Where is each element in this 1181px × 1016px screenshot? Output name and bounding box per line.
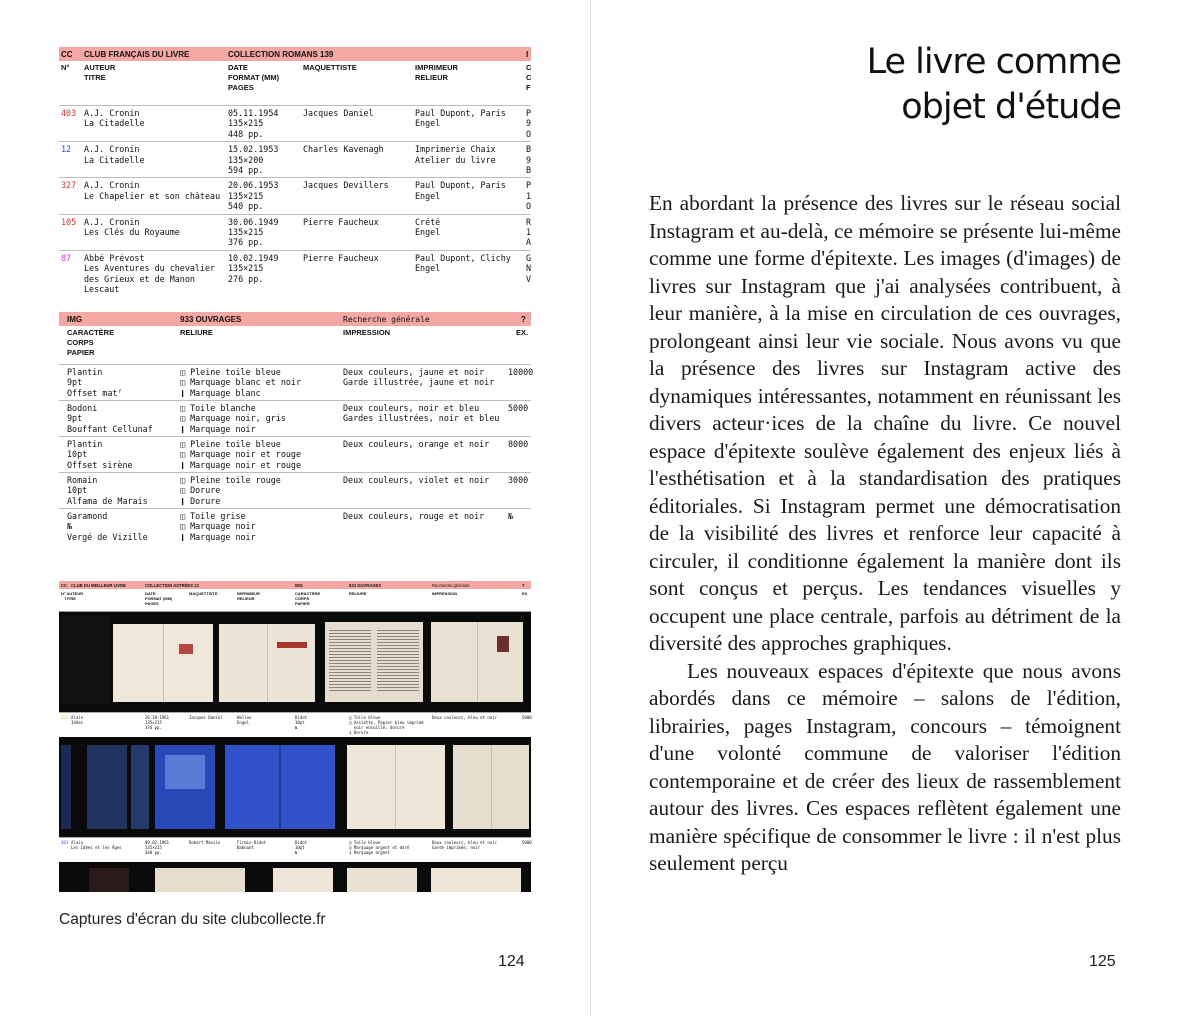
header-cc: CC bbox=[61, 50, 73, 59]
row-date: 26.10.1961 135×215 376 pp. bbox=[145, 715, 170, 730]
row-designer: Pierre Faucheux bbox=[303, 216, 379, 227]
book-photo-strip bbox=[59, 862, 531, 892]
book-photo[interactable] bbox=[431, 622, 523, 702]
row-printing: Deux couleurs, jaune et noir Garde illustrée, jaune et noir bbox=[343, 367, 495, 388]
col-cut: C C F bbox=[526, 63, 532, 92]
body-text bbox=[649, 190, 1121, 878]
row-copies: 5000 bbox=[522, 840, 532, 845]
help-button[interactable]: ? bbox=[521, 315, 526, 324]
col-copies: EX. bbox=[522, 591, 529, 596]
row-cut: B 9 B bbox=[526, 144, 532, 175]
row-printer: Firmin-Didot Babouot bbox=[237, 840, 266, 850]
row-type: Romain 10pt Alfama de Marais bbox=[67, 475, 148, 506]
header-club: CLUB FRANÇAIS DU LIVRE bbox=[84, 50, 190, 59]
header-cc: CC bbox=[61, 582, 68, 588]
table-row[interactable] bbox=[59, 141, 531, 177]
book-photo[interactable] bbox=[131, 745, 149, 829]
row-binding: ◫ Toile bleue ◫ Assiette, Papier bleu imprimé noir ensuillé, dorure ❙ Dorure bbox=[349, 715, 424, 735]
row-printing: Deux couleurs, bleu et noir Garde imprimée, noir bbox=[432, 840, 498, 850]
row-number: 403 bbox=[61, 108, 77, 118]
row-copies: № bbox=[508, 511, 514, 521]
table-row[interactable] bbox=[59, 508, 531, 544]
table-rows bbox=[59, 105, 531, 296]
table-subheader bbox=[59, 61, 531, 105]
col-printer: IMPRIMEUR RELIEUR bbox=[237, 591, 260, 601]
figure-caption: Captures d'écran du site clubcollecte.fr bbox=[59, 911, 326, 928]
page-number: 124 bbox=[498, 953, 525, 970]
book-photo-strip bbox=[59, 737, 531, 837]
col-binding: RELIURE bbox=[180, 328, 213, 337]
row-printing: Deux couleurs, violet et noir bbox=[343, 475, 490, 485]
row-type: Didot 10pt № bbox=[295, 840, 308, 855]
table-row[interactable] bbox=[59, 177, 531, 213]
book-row[interactable]: 201 Alain Idées 26.10.1961 135×215 376 pp. Jacques Daniel Wallon Engel Didot 10pt № ◫ Toile bleue ◫ Assiette, Papier bleu imprimé noir ensuillé, dorure ❙ Dorure Deux couleurs, bleu et noir 5000 bbox=[59, 712, 531, 737]
row-binding: ◫ Toile grise ◫ Marquage noir ❙ Marquage noir bbox=[180, 511, 256, 542]
header-club: CLUB DU MEILLEUR LIVRE bbox=[71, 582, 126, 588]
row-designer: Charles Kavenagh bbox=[303, 144, 384, 155]
row-designer: Pierre Faucheux bbox=[303, 252, 379, 263]
row-printing: Deux couleurs, rouge et noir bbox=[343, 511, 485, 521]
col-printer: IMPRIMEUR RELIEUR bbox=[415, 63, 458, 82]
header-more: I bbox=[526, 50, 529, 59]
table-row[interactable] bbox=[59, 105, 531, 141]
col-date: DATE FORMAT (MM) PAGES bbox=[145, 591, 173, 606]
table-row[interactable] bbox=[59, 250, 531, 297]
row-copies: 5000 bbox=[522, 715, 532, 720]
row-date: 09.02.1961 135×215 448 pp. bbox=[145, 840, 170, 855]
row-printing: Deux couleurs, noir et bleu Gardes illustrées, noir et bleu bbox=[343, 403, 500, 424]
table-header-bar bbox=[59, 47, 531, 61]
col-printing: IMPRESSION bbox=[432, 591, 458, 596]
row-copies: 3000 bbox=[508, 475, 529, 485]
table-row[interactable] bbox=[59, 472, 531, 508]
row-number: 12 bbox=[61, 144, 72, 155]
screenshot-photo-grid bbox=[59, 581, 531, 877]
book-photo-strip bbox=[59, 612, 531, 712]
row-designer: Robert Massin bbox=[189, 840, 221, 845]
row-author: Alain Les Idées et les Âges bbox=[71, 840, 122, 850]
row-number: 87 bbox=[61, 252, 72, 263]
row-type: Garamond № Vergé de Vizille bbox=[67, 511, 148, 542]
row-type: Plantin 10pt Offset sirène bbox=[67, 439, 133, 470]
col-type: CARACTÈRE CORPS PAPIER bbox=[67, 328, 115, 357]
col-no: N° bbox=[61, 63, 70, 72]
row-copies: 10000 bbox=[508, 367, 534, 377]
row-author: A.J. Cronin Les Clés du Royaume bbox=[84, 216, 180, 237]
row-author: Alain Idées bbox=[71, 715, 84, 725]
screenshot-material-table bbox=[59, 312, 534, 552]
col-copies: EX. bbox=[516, 328, 529, 337]
row-cut: G N V bbox=[526, 252, 532, 284]
title-line: Le livre comme bbox=[866, 42, 1121, 82]
row-printer: Crété Engel bbox=[415, 216, 441, 237]
search-field[interactable]: Recherche générale bbox=[432, 582, 470, 588]
row-binding: ◫ Pleine toile bleue ◫ Marquage blanc et noir ❙ Marquage blanc bbox=[180, 367, 302, 398]
row-number: 327 bbox=[61, 180, 77, 191]
book-photo[interactable] bbox=[225, 745, 335, 829]
book-photo[interactable] bbox=[347, 745, 445, 829]
table-row[interactable] bbox=[59, 364, 534, 400]
row-designer: Jacques Daniel bbox=[189, 715, 223, 720]
row-binding: ◫ Pleine toile bleue ◫ Marquage noir et rouge ❙ Marquage noir et rouge bbox=[180, 439, 302, 470]
row-printing: Deux couleurs, bleu et noir bbox=[432, 715, 498, 720]
col-binding: RELIURE bbox=[349, 591, 367, 596]
row-binding: ◫ Toile blanche ◫ Marquage noir, gris ❙ Marquage noir bbox=[180, 403, 286, 434]
row-type: Bodoni 9pt Bouffant Cellunaf bbox=[67, 403, 153, 434]
row-date: 20.06.1953 135×215 540 pp. bbox=[228, 180, 279, 212]
row-printer: Paul Dupont, Clichy Engel bbox=[415, 252, 511, 274]
page-number: 125 bbox=[1089, 953, 1116, 970]
book-photo[interactable] bbox=[113, 624, 213, 702]
row-author: Abbé Prévost Les Aventures du chevalier des Grieux et de Manon Lescaut bbox=[84, 252, 216, 294]
header-img: IMG bbox=[67, 315, 83, 324]
header-count: 933 OUVRAGES bbox=[349, 582, 382, 588]
row-cut: R 1 A bbox=[526, 216, 532, 248]
table-rows bbox=[59, 364, 534, 544]
book-photo[interactable] bbox=[87, 745, 127, 829]
row-copies: 8000 bbox=[508, 439, 529, 449]
chapter-title bbox=[721, 40, 1121, 130]
grid-subheader bbox=[59, 589, 531, 612]
row-designer: Jacques Daniel bbox=[303, 108, 374, 118]
table-header-bar bbox=[59, 312, 531, 326]
header-count: 933 OUVRAGES bbox=[180, 315, 242, 324]
table-row[interactable] bbox=[59, 436, 531, 472]
table-row[interactable] bbox=[59, 400, 531, 436]
header-img: IMG bbox=[295, 582, 303, 588]
row-type: Didot 10pt № bbox=[295, 715, 308, 730]
paragraph: Les nouveaux espaces d'épitexte que nous avons abordés dans ce mémoire – salons de l'édition, librairies, pages Instagram, concours – témoignent d'une volonté commune de valoriser l'édition contemporaine et de créer des lieux de rassemblement autour des livres. Ces espaces reflètent également une manière spécifique de consommer le livre : il n'est plus seulement perçu bbox=[649, 658, 1121, 875]
row-author: A.J. Cronin La Citadelle bbox=[84, 144, 145, 165]
book-row[interactable] bbox=[59, 837, 531, 862]
row-date: 15.02.1953 135×200 594 pp. bbox=[228, 144, 279, 175]
row-printer: Paul Dupont, Paris Engel bbox=[415, 108, 506, 129]
row-cut: P 9 O bbox=[526, 108, 532, 139]
row-printer: Paul Dupont, Paris Engel bbox=[415, 180, 506, 201]
title-line: objet d'étude bbox=[901, 87, 1121, 127]
table-row[interactable] bbox=[59, 214, 531, 250]
search-field[interactable]: Recherche générale bbox=[343, 315, 430, 324]
right-page bbox=[591, 0, 1181, 1016]
help-button[interactable]: ? bbox=[522, 582, 525, 588]
row-type: Plantin 9pt Offset matᶠ bbox=[67, 367, 123, 398]
header-collection: COLLECTION ASTRÉES 13 bbox=[145, 582, 199, 588]
col-author: AUTEUR TITRE bbox=[84, 63, 116, 82]
col-printing: IMPRESSION bbox=[343, 328, 391, 337]
book-photo[interactable] bbox=[325, 622, 423, 702]
book-photo[interactable] bbox=[219, 624, 315, 702]
row-number: 201 bbox=[61, 840, 69, 845]
row-author: A.J. Cronin La Citadelle bbox=[84, 108, 145, 129]
left-page bbox=[0, 0, 590, 1016]
screenshot-collection-table bbox=[59, 47, 532, 294]
row-date: 05.11.1954 135×215 448 pp. bbox=[228, 108, 279, 139]
row-date: 10.02.1949 135×215 276 pp. bbox=[228, 252, 279, 284]
row-designer: Jacques Devillers bbox=[303, 180, 389, 191]
table-subheader bbox=[59, 326, 531, 364]
row-printer: Wallon Engel bbox=[237, 715, 252, 725]
row-binding: ◫ Pleine toile rouge ◫ Dorure ❙ Dorure bbox=[180, 475, 281, 506]
grid-header-bar bbox=[59, 581, 531, 589]
row-cut: P 1 O bbox=[526, 180, 532, 212]
row-copies: 5000 bbox=[508, 403, 529, 413]
header-collection: COLLECTION ROMANS 139 bbox=[228, 50, 334, 59]
book-photo[interactable] bbox=[61, 745, 71, 829]
row-date: 30.06.1949 135×215 376 pp. bbox=[228, 216, 279, 248]
col-designer: MAQUETTISTE bbox=[189, 591, 218, 596]
book-photo[interactable] bbox=[155, 745, 215, 829]
paragraph: En abordant la présence des livres sur le réseau social Instagram et au-delà, ce mémoire se présente lui-même comme une forme d'épitexte. Les images (d'images) de livres sur Instagram que j'ai analysées contribuent, à leur manière, à la mise en circulation de ces ouvrages, prolongeant ainsi leur vie sociale. Nous avons vu que la présence des livres sur Instagram active des dynamiques intéressantes, notamment en réunissant les divers acteur·ices de la chaîne du livre. Ce nouvel espace d'épitexte soulève également des enjeux liés à l'esthétisation et à la standardisation des pratiques éditoriales. Si Instagram permet une démocratisation de la visibilité des livres et renforce leur capacité à circuler, il conditionne également la manière dont ils sont conçus et perçus. Les tendances visuelles y occupent une place centrale, parfois au détriment de la diversité des approches graphiques. bbox=[649, 191, 1121, 655]
col-author: N° AUTEUR TITRE bbox=[61, 591, 84, 601]
book-photo[interactable] bbox=[61, 616, 111, 704]
row-binding: ◫ Toile bleue ◫ Marquage argent et doré ❙ Marquage argent bbox=[349, 840, 410, 855]
col-date: DATE FORMAT (MM) PAGES bbox=[228, 63, 280, 92]
row-printing: Deux couleurs, orange et noir bbox=[343, 439, 490, 449]
row-number: 105 bbox=[61, 216, 77, 227]
book-photo[interactable] bbox=[453, 745, 529, 829]
col-type: CARACTÈRE CORPS PAPIER bbox=[295, 591, 321, 606]
row-printer: Imprimerie Chaix Atelier du livre bbox=[415, 144, 496, 165]
row-author: A.J. Cronin Le Chapelier et son château bbox=[84, 180, 221, 201]
col-designer: MAQUETTISTE bbox=[303, 63, 357, 72]
